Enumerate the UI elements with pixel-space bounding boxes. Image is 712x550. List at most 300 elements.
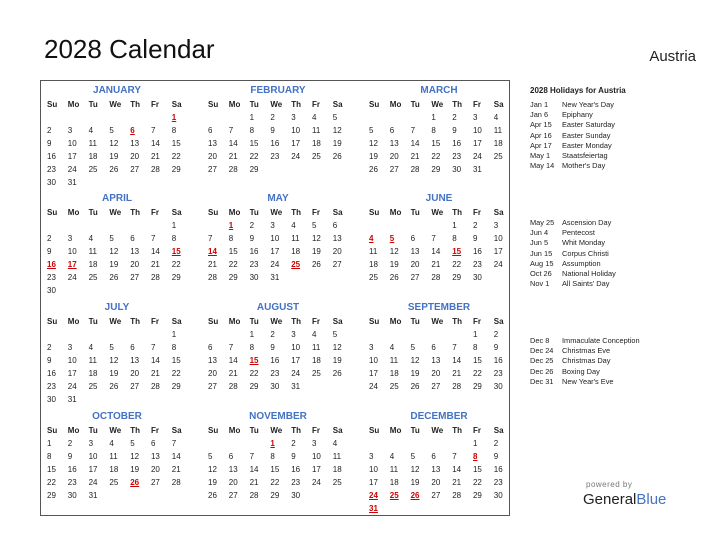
weekday-header: We — [270, 426, 283, 435]
month-february — [205, 84, 351, 176]
day-cell: 26 — [332, 152, 342, 161]
day-cell: 5 — [109, 343, 114, 352]
weekday-header: Tu — [88, 317, 98, 326]
day-cell: 18 — [291, 247, 301, 256]
day-cell: 25 — [369, 273, 378, 282]
day-cell: 13 — [332, 234, 342, 243]
empty-cell — [127, 328, 148, 341]
holiday-day: 1 — [171, 113, 177, 122]
holiday-item — [530, 228, 700, 238]
weekday-header: We — [431, 100, 444, 109]
holiday-item — [530, 249, 700, 259]
day-cell: 2 — [47, 234, 52, 243]
day-cell: 16 — [291, 465, 301, 474]
day-cell: 30 — [291, 491, 301, 500]
holiday-day: 31 — [369, 504, 378, 513]
holiday-name: New Year's Eve — [562, 376, 614, 386]
day-cell: 20 — [130, 152, 140, 161]
day-cell: 13 — [228, 465, 238, 474]
holiday-name: Staatsfeiertag — [562, 150, 608, 160]
day-cell: 18 — [369, 260, 378, 269]
day-cell: 1 — [431, 113, 436, 122]
weekday-header: We — [109, 100, 122, 109]
day-cell: 23 — [67, 478, 77, 487]
holiday-day: 1 — [270, 439, 275, 448]
month-name: SEPTEMBER — [407, 302, 471, 313]
day-cell: 9 — [67, 452, 73, 461]
day-cell: 24 — [369, 382, 378, 391]
day-cell: 15 — [472, 465, 482, 474]
day-cell: 12 — [410, 356, 420, 365]
powered-by: powered by — [586, 480, 633, 489]
day-cell: 20 — [228, 478, 238, 487]
weekday-header: We — [431, 426, 444, 435]
holiday-date: May 25 — [530, 218, 555, 227]
day-cell: 5 — [369, 126, 374, 135]
day-cell: 31 — [270, 273, 280, 282]
day-cell: 28 — [452, 382, 462, 391]
empty-cell — [65, 328, 86, 341]
day-cell: 19 — [410, 478, 420, 487]
day-cell: 1 — [472, 439, 478, 448]
day-cell: 3 — [311, 439, 317, 448]
day-cell: 19 — [311, 247, 321, 256]
empty-cell — [408, 437, 429, 450]
empty-cell — [205, 111, 226, 124]
day-cell: 5 — [332, 113, 338, 122]
weekday-header: Su — [369, 100, 380, 109]
day-cell: 7 — [249, 452, 255, 461]
day-cell: 25 — [88, 165, 98, 174]
holiday-date: Dec 8 — [530, 336, 550, 345]
page-title: 2028 Calendar — [44, 34, 215, 64]
empty-cell — [428, 328, 449, 341]
holiday-name: New Year's Day — [562, 100, 614, 109]
day-cell: 21 — [228, 152, 238, 161]
weekday-header: We — [109, 208, 122, 217]
day-cell: 11 — [311, 126, 321, 135]
day-cell: 24 — [270, 260, 280, 269]
holiday-date: Dec 24 — [530, 346, 554, 356]
holiday-group — [530, 218, 700, 289]
holiday-name: Immaculate Conception — [562, 336, 640, 345]
day-cell: 7 — [150, 126, 156, 135]
empty-cell — [65, 111, 86, 124]
weekday-header: Fr — [472, 317, 481, 326]
day-cell: 29 — [228, 273, 238, 282]
day-cell: 17 — [270, 247, 280, 256]
weekday-header: Su — [47, 317, 58, 326]
day-cell: 20 — [130, 260, 140, 269]
weekday-header: Th — [291, 208, 301, 217]
weekday-header: Su — [208, 317, 219, 326]
holiday-name: Christmas Day — [562, 356, 611, 366]
day-cell: 28 — [171, 478, 181, 487]
day-cell: 16 — [493, 356, 503, 365]
weekday-header: We — [431, 208, 444, 217]
month-grid — [205, 424, 351, 502]
day-cell: 6 — [228, 452, 234, 461]
brand-blue: Blue — [636, 491, 667, 508]
day-cell: 18 — [109, 465, 119, 474]
day-cell: 24 — [67, 273, 77, 282]
day-cell: 28 — [150, 273, 160, 282]
weekday-header: Th — [130, 317, 140, 326]
day-cell: 20 — [431, 369, 441, 378]
holiday-name: Whit Monday — [562, 238, 606, 248]
day-cell: 19 — [369, 152, 378, 161]
empty-cell — [44, 111, 65, 124]
day-cell: 23 — [472, 260, 482, 269]
day-cell: 4 — [389, 343, 395, 352]
day-cell: 9 — [249, 234, 255, 243]
empty-cell — [366, 437, 387, 450]
day-cell: 15 — [228, 247, 238, 256]
empty-cell — [44, 328, 65, 341]
day-cell: 8 — [472, 343, 478, 352]
holiday-date: Apr 15 — [530, 120, 552, 130]
month-june — [366, 192, 512, 284]
day-cell: 17 — [369, 369, 378, 378]
month-name: MARCH — [420, 85, 458, 96]
day-cell: 11 — [291, 234, 300, 243]
holiday-name: Mother's Day — [562, 161, 606, 171]
day-cell: 21 — [208, 260, 217, 269]
day-cell: 5 — [410, 343, 416, 352]
weekday-header: Mo — [389, 426, 402, 435]
empty-cell — [449, 437, 470, 450]
day-cell: 5 — [109, 126, 114, 135]
day-cell: 26 — [109, 165, 119, 174]
holiday-date: Aug 15 — [530, 258, 554, 268]
day-cell: 22 — [452, 260, 462, 269]
holiday-day: 8 — [472, 452, 478, 461]
empty-cell — [106, 219, 127, 232]
month-grid — [44, 315, 190, 406]
day-cell: 19 — [109, 260, 119, 269]
day-cell: 15 — [171, 356, 181, 365]
day-cell: 13 — [150, 452, 160, 461]
weekday-header: Th — [452, 208, 462, 217]
empty-cell — [366, 219, 387, 232]
month-november — [205, 410, 351, 502]
holiday-day: 25 — [291, 260, 301, 269]
day-cell: 20 — [150, 465, 160, 474]
holiday-date: May 14 — [530, 161, 555, 171]
day-cell: 28 — [208, 273, 217, 282]
day-cell: 6 — [208, 343, 213, 352]
day-cell: 19 — [109, 369, 119, 378]
day-cell: 18 — [88, 152, 98, 161]
day-cell: 16 — [47, 369, 56, 378]
day-cell: 18 — [88, 260, 98, 269]
day-cell: 12 — [109, 356, 119, 365]
day-cell: 13 — [130, 247, 140, 256]
weekday-header: Sa — [332, 317, 343, 326]
holiday-group — [530, 336, 700, 387]
day-cell: 3 — [291, 113, 296, 122]
day-cell: 28 — [431, 273, 441, 282]
day-cell: 4 — [291, 221, 296, 230]
month-grid — [366, 424, 512, 515]
weekday-header: We — [431, 317, 444, 326]
day-cell: 26 — [208, 491, 217, 500]
day-cell: 23 — [47, 382, 56, 391]
day-cell: 26 — [332, 369, 342, 378]
month-may — [205, 192, 351, 284]
holiday-group — [530, 100, 700, 171]
day-cell: 12 — [109, 139, 119, 148]
day-cell: 24 — [67, 165, 77, 174]
day-cell: 14 — [452, 465, 462, 474]
day-cell: 6 — [389, 126, 395, 135]
holiday-date: Nov 1 — [530, 279, 550, 289]
day-cell: 10 — [291, 343, 301, 352]
day-cell: 30 — [472, 273, 482, 282]
holiday-day: 16 — [47, 260, 56, 269]
day-cell: 20 — [130, 369, 140, 378]
holiday-name: Easter Saturday — [562, 120, 615, 130]
weekday-header: Mo — [67, 100, 80, 109]
day-cell: 2 — [270, 113, 275, 122]
holiday-day: 15 — [452, 247, 462, 256]
day-cell: 3 — [67, 126, 73, 135]
day-cell: 14 — [249, 465, 259, 474]
day-cell: 7 — [228, 343, 234, 352]
day-cell: 20 — [208, 152, 217, 161]
day-cell: 3 — [291, 330, 296, 339]
holiday-item — [530, 218, 700, 228]
month-grid — [205, 206, 351, 284]
weekday-header: Sa — [493, 100, 504, 109]
day-cell: 19 — [208, 478, 217, 487]
day-cell: 27 — [130, 382, 140, 391]
month-april — [44, 192, 190, 297]
weekday-header: Su — [47, 208, 58, 217]
day-cell: 9 — [47, 247, 52, 256]
holiday-name: National Holiday — [562, 268, 616, 278]
day-cell: 26 — [311, 260, 321, 269]
day-cell: 3 — [369, 452, 374, 461]
holiday-day: 26 — [410, 491, 420, 500]
day-cell: 16 — [67, 465, 77, 474]
holiday-date: Apr 17 — [530, 140, 552, 150]
weekday-header: Mo — [67, 426, 80, 435]
weekday-header: Th — [452, 426, 462, 435]
weekday-header: Tu — [88, 100, 98, 109]
month-name: FEBRUARY — [250, 85, 306, 96]
weekday-header: Sa — [493, 208, 504, 217]
day-cell: 10 — [88, 452, 98, 461]
day-cell: 21 — [150, 369, 160, 378]
weekday-header: We — [109, 426, 122, 435]
day-cell: 12 — [130, 452, 140, 461]
day-cell: 28 — [452, 491, 462, 500]
day-cell: 19 — [130, 465, 140, 474]
day-cell: 11 — [311, 343, 321, 352]
day-cell: 15 — [47, 465, 56, 474]
holiday-item — [530, 336, 700, 346]
day-cell: 5 — [208, 452, 213, 461]
day-cell: 16 — [47, 152, 56, 161]
day-cell: 2 — [452, 113, 457, 122]
day-cell: 25 — [109, 478, 119, 487]
month-grid — [44, 98, 190, 189]
day-cell: 6 — [130, 343, 135, 352]
holiday-day: 15 — [249, 356, 259, 365]
day-cell: 2 — [249, 221, 255, 230]
day-cell: 4 — [389, 452, 395, 461]
day-cell: 22 — [228, 260, 238, 269]
day-cell: 16 — [270, 139, 280, 148]
holiday-item — [530, 120, 700, 130]
holiday-item — [530, 356, 700, 366]
day-cell: 13 — [389, 139, 399, 148]
day-cell: 21 — [431, 260, 441, 269]
holiday-name: Epiphany — [562, 110, 593, 120]
day-cell: 28 — [228, 165, 238, 174]
day-cell: 12 — [208, 465, 217, 474]
day-cell: 29 — [249, 165, 259, 174]
month-grid — [205, 98, 351, 176]
day-cell: 18 — [493, 139, 503, 148]
weekday-header: Su — [208, 100, 219, 109]
month-january — [44, 84, 190, 189]
weekday-header: Sa — [332, 208, 343, 217]
weekday-header: Th — [291, 317, 301, 326]
holiday-item — [530, 367, 700, 377]
day-cell: 13 — [130, 356, 140, 365]
weekday-header: Mo — [389, 100, 402, 109]
day-cell: 12 — [332, 343, 342, 352]
day-cell: 17 — [472, 139, 482, 148]
day-cell: 10 — [67, 356, 77, 365]
empty-cell — [148, 328, 169, 341]
day-cell: 20 — [431, 478, 441, 487]
day-cell: 8 — [171, 343, 177, 352]
day-cell: 12 — [109, 247, 119, 256]
empty-cell — [44, 219, 65, 232]
day-cell: 6 — [332, 221, 338, 230]
day-cell: 2 — [472, 221, 478, 230]
month-grid — [366, 206, 512, 284]
day-cell: 17 — [67, 369, 77, 378]
day-cell: 10 — [270, 234, 280, 243]
holiday-name: Easter Sunday — [562, 130, 611, 140]
day-cell: 21 — [228, 369, 238, 378]
holiday-name: All Saints' Day — [562, 279, 610, 289]
day-cell: 12 — [389, 247, 399, 256]
day-cell: 22 — [472, 478, 482, 487]
day-cell: 26 — [389, 273, 399, 282]
weekday-header: Su — [369, 317, 380, 326]
day-cell: 7 — [208, 234, 213, 243]
day-cell: 9 — [270, 343, 275, 352]
day-cell: 30 — [452, 165, 462, 174]
holiday-day: 1 — [228, 221, 234, 230]
day-cell: 10 — [472, 126, 482, 135]
day-cell: 24 — [291, 152, 301, 161]
day-cell: 23 — [47, 165, 56, 174]
day-cell: 10 — [369, 465, 378, 474]
weekday-header: Sa — [171, 426, 182, 435]
day-cell: 27 — [389, 165, 399, 174]
day-cell: 18 — [311, 139, 321, 148]
day-cell: 15 — [472, 356, 482, 365]
day-cell: 21 — [171, 465, 181, 474]
day-cell: 29 — [171, 273, 181, 282]
weekday-header: Tu — [88, 426, 98, 435]
day-cell: 14 — [410, 139, 420, 148]
day-cell: 22 — [47, 478, 56, 487]
day-cell: 1 — [472, 330, 478, 339]
day-cell: 3 — [67, 234, 73, 243]
weekday-header: Fr — [311, 100, 320, 109]
day-cell: 27 — [410, 273, 420, 282]
holiday-item — [530, 161, 700, 171]
weekday-header: Sa — [171, 208, 182, 217]
day-cell: 30 — [493, 382, 503, 391]
day-cell: 25 — [88, 273, 98, 282]
day-cell: 21 — [452, 369, 462, 378]
holiday-date: Dec 31 — [530, 376, 554, 386]
empty-cell — [106, 111, 127, 124]
day-cell: 17 — [291, 356, 301, 365]
weekday-header: Tu — [249, 208, 259, 217]
month-grid — [44, 424, 190, 502]
day-cell: 23 — [291, 478, 301, 487]
day-cell: 1 — [171, 221, 177, 230]
day-cell: 31 — [67, 178, 77, 187]
weekday-header: Sa — [493, 426, 504, 435]
empty-cell — [449, 328, 470, 341]
empty-cell — [408, 328, 429, 341]
day-cell: 9 — [452, 126, 457, 135]
day-cell: 3 — [88, 439, 94, 448]
brand-general: General — [583, 491, 637, 508]
day-cell: 15 — [249, 139, 259, 148]
day-cell: 13 — [208, 139, 217, 148]
empty-cell — [387, 328, 408, 341]
day-cell: 11 — [88, 356, 97, 365]
empty-cell — [148, 219, 169, 232]
day-cell: 8 — [270, 452, 275, 461]
month-name: JANUARY — [93, 85, 141, 96]
day-cell: 29 — [452, 273, 462, 282]
day-cell: 25 — [493, 152, 503, 161]
weekday-header: Mo — [67, 317, 80, 326]
day-cell: 6 — [208, 126, 213, 135]
holiday-name: Ascension Day — [562, 218, 612, 227]
weekday-header: Fr — [472, 208, 481, 217]
month-september — [366, 301, 512, 393]
day-cell: 18 — [332, 465, 342, 474]
day-cell: 9 — [291, 452, 296, 461]
day-cell: 11 — [109, 452, 118, 461]
day-cell: 3 — [472, 113, 478, 122]
day-cell: 2 — [270, 330, 275, 339]
weekday-header: Sa — [332, 426, 343, 435]
weekday-header: Sa — [332, 100, 343, 109]
day-cell: 22 — [171, 260, 181, 269]
day-cell: 11 — [389, 465, 399, 474]
day-cell: 14 — [150, 356, 160, 365]
weekday-header: We — [109, 317, 122, 326]
day-cell: 8 — [249, 343, 255, 352]
day-cell: 19 — [410, 369, 420, 378]
day-cell: 3 — [369, 343, 374, 352]
holiday-date: Oct 26 — [530, 268, 552, 278]
